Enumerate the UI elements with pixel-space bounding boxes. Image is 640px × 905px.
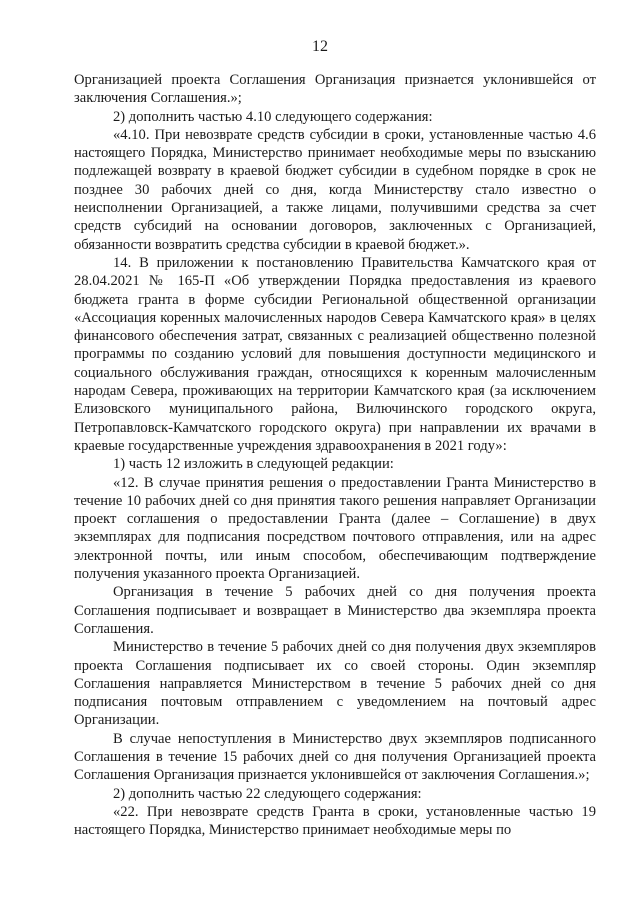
paragraph: 2) дополнить частью 22 следующего содержания: (113, 785, 422, 802)
paragraph: 2) дополнить частью 4.10 следующего содержания: (113, 108, 433, 125)
paragraph: «12. В случае принятия решения о предоставлении Гранта Министерство в течение 10 рабочих дней со дня принятия такого решения направляет Организации проект соглашения о предоставлении Гранта (далее – Соглашение) в двух экземплярах для подписания посредством почтового отправления, или на адрес электронной почты, или иным способом, обеспечивающим подтверждение получения указанного проекта Организацией. (74, 474, 596, 583)
document-body (74, 71, 596, 839)
paragraph: «4.10. При невозврате средств субсидии в сроки, установленные частью 4.6 настоящего Порядка, Министерство принимает необходимые меры по взысканию подлежащей возврату в краевой бюджет субсидии в судебном порядке в срок не позднее 30 рабочих дней со дня, когда Министерству стало известно о неисполнении Организацией, а также лицами, получившими средства за счет средств субсидий на основании договоров, заключенных с Организацией, обязанности возвратить средства субсидии в краевой бюджет.». (74, 126, 596, 253)
page-number: 12 (312, 38, 328, 55)
paragraph: «22. При невозврате средств Гранта в сроки, установленные частью 19 настоящего Порядка, Министерство принимает необходимые меры по (74, 803, 596, 839)
paragraph: 14. В приложении к постановлению Правительства Камчатского края от 28.04.2021 № 165-П «Об утверждении Порядка предоставления из краевого бюджета гранта в форме субсидии Региональной общественной организации «Ассоциация коренных малочисленных народов Севера Камчатского края» в целях финансового обеспечения затрат, связанных с реализацией общественно полезной программы по созданию условий для повышения доступности медицинского и социального обслуживания граждан, относящихся к коренным малочисленным народам Севера, проживающих на территории Камчатского края (за исключением Елизовского муниципального района, Вилючинского городского округа, Петропавловск-Камчатского городского округа) при направлении их врачами в краевые государственные учреждения здравоохранения в 2021 году»: (74, 254, 596, 454)
paragraph: 1) часть 12 изложить в следующей редакции: (113, 456, 394, 473)
paragraph: Министерство в течение 5 рабочих дней со дня получения двух экземпляров проекта Соглашения подписывает их со своей стороны. Один экземпляр Соглашения направляется Министерством в течение 5 рабочих дней со дня подписания почтовым отправлением с уведомлением на почтовый адрес Организации. (74, 639, 596, 729)
paragraph: Организацией проекта Соглашения Организация признается уклонившейся от заключения Соглашения.»; (74, 72, 596, 107)
paragraph: В случае непоступления в Министерство двух экземпляров подписанного Соглашения в течение 15 рабочих дней со дня получения Организацией проекта Соглашения Организация признается уклонившейся от заключения Соглашения.»; (74, 730, 596, 784)
paragraph: Организация в течение 5 рабочих дней со дня получения проекта Соглашения подписывает и возвращает в Министерство два экземпляра проекта Соглашения. (74, 584, 596, 637)
